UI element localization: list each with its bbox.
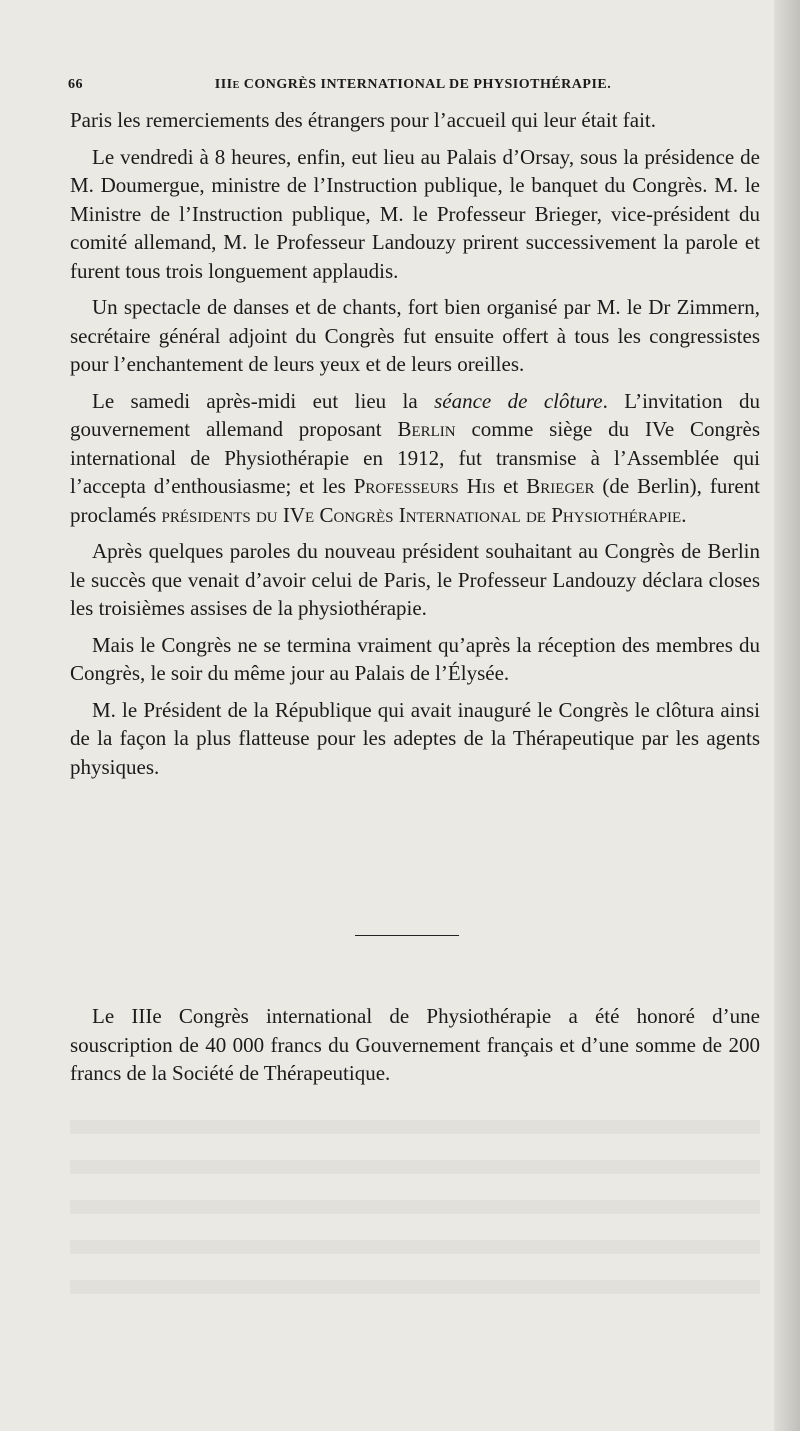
p4-italic-seance: séance de clôture [434, 388, 603, 413]
bleed-through-line [70, 1240, 760, 1254]
paragraph-6: Mais le Congrès ne se termina vraiment qu’après la réception des membres du Congrès, le soir du même jour au Palais de l’Élysée. [70, 632, 760, 685]
bleed-through-line [70, 1280, 760, 1294]
paragraph-2: Le vendredi à 8 heures, enfin, eut lieu au Palais d’Orsay, sous la présidence de M. Doumergue, ministre de l’Instruction publique, le banquet du Congrès. M. le Ministre de l’Instruction publique, M. le Professeur Brieger, vice-président du comité allemand, M. le Professeur Landouzy prirent successivement la parole et furent tous trois longuement applaudis. [70, 144, 760, 283]
bleed-through-line [70, 1200, 760, 1214]
paragraph-3: Un spectacle de danses et de chants, fort bien organisé par M. le Dr Zimmern, secrétaire général adjoint du Congrès fut ensuite offert à tous les congressistes pour l’enchantement de leurs yeux et de leurs oreilles. [70, 295, 760, 376]
p4-text-c: . L’invitation du gouvernement allemand proposant [70, 388, 760, 441]
p4-text-k: . [681, 502, 687, 527]
paragraph-7: M. le Président de la République qui avait inauguré le Congrès le clôtura ainsi de la façon la plus flatteuse pour les adeptes de la Thérapeutique par les agents physiques. [70, 697, 760, 779]
bleed-through-line [70, 1120, 760, 1134]
paragraph-5: Après quelques paroles du nouveau président souhaitant au Congrès de Berlin le succès que venait d’avoir celui de Paris, le Professeur Landouzy déclara closes les troisièmes assises de la physiothérapie. [70, 539, 760, 620]
running-head: IIIe CONGRÈS INTERNATIONAL DE PHYSIOTHÉRAPIE. [214, 77, 612, 92]
scan-shadow-edge [774, 0, 800, 1431]
note-paragraph: Le IIIe Congrès international de Physiothérapie a été honoré d’une souscription de 40 000 francs du Gouvernement français et d’une somme de 200 francs de la Société de Thérapeutique. [70, 1004, 760, 1085]
p4-text-i: (de Berlin), furent proclamés [70, 474, 760, 527]
p4-text-g: et [495, 474, 527, 498]
paragraph-4 [70, 387, 760, 530]
p4-text-e: comme siège du IVe Congrès international de Physiothérapie en 1912, fut transmise à l’Assemblée qui l’accepta d’enthousiasme; et les [70, 417, 760, 498]
p4-smallcaps-presidents: présidents du IVe Congrès International de Physiothérapie [161, 502, 682, 527]
page-header [68, 77, 758, 101]
p4-smallcaps-brieger: Brieger [526, 474, 595, 498]
p4-smallcaps-professeurs: Professeurs His [353, 474, 496, 498]
page-number: 66 [68, 77, 83, 92]
p4-smallcaps-berlin: Berlin [397, 417, 456, 441]
body-text [70, 106, 760, 789]
bleed-through-line [70, 1160, 760, 1174]
subscription-note [70, 1002, 760, 1088]
p4-text-a: Le samedi après-midi eut lieu la [92, 388, 435, 413]
paragraph-1: Paris les remerciements des étrangers pour l’accueil qui leur était fait. [70, 108, 657, 132]
section-divider [355, 935, 459, 936]
